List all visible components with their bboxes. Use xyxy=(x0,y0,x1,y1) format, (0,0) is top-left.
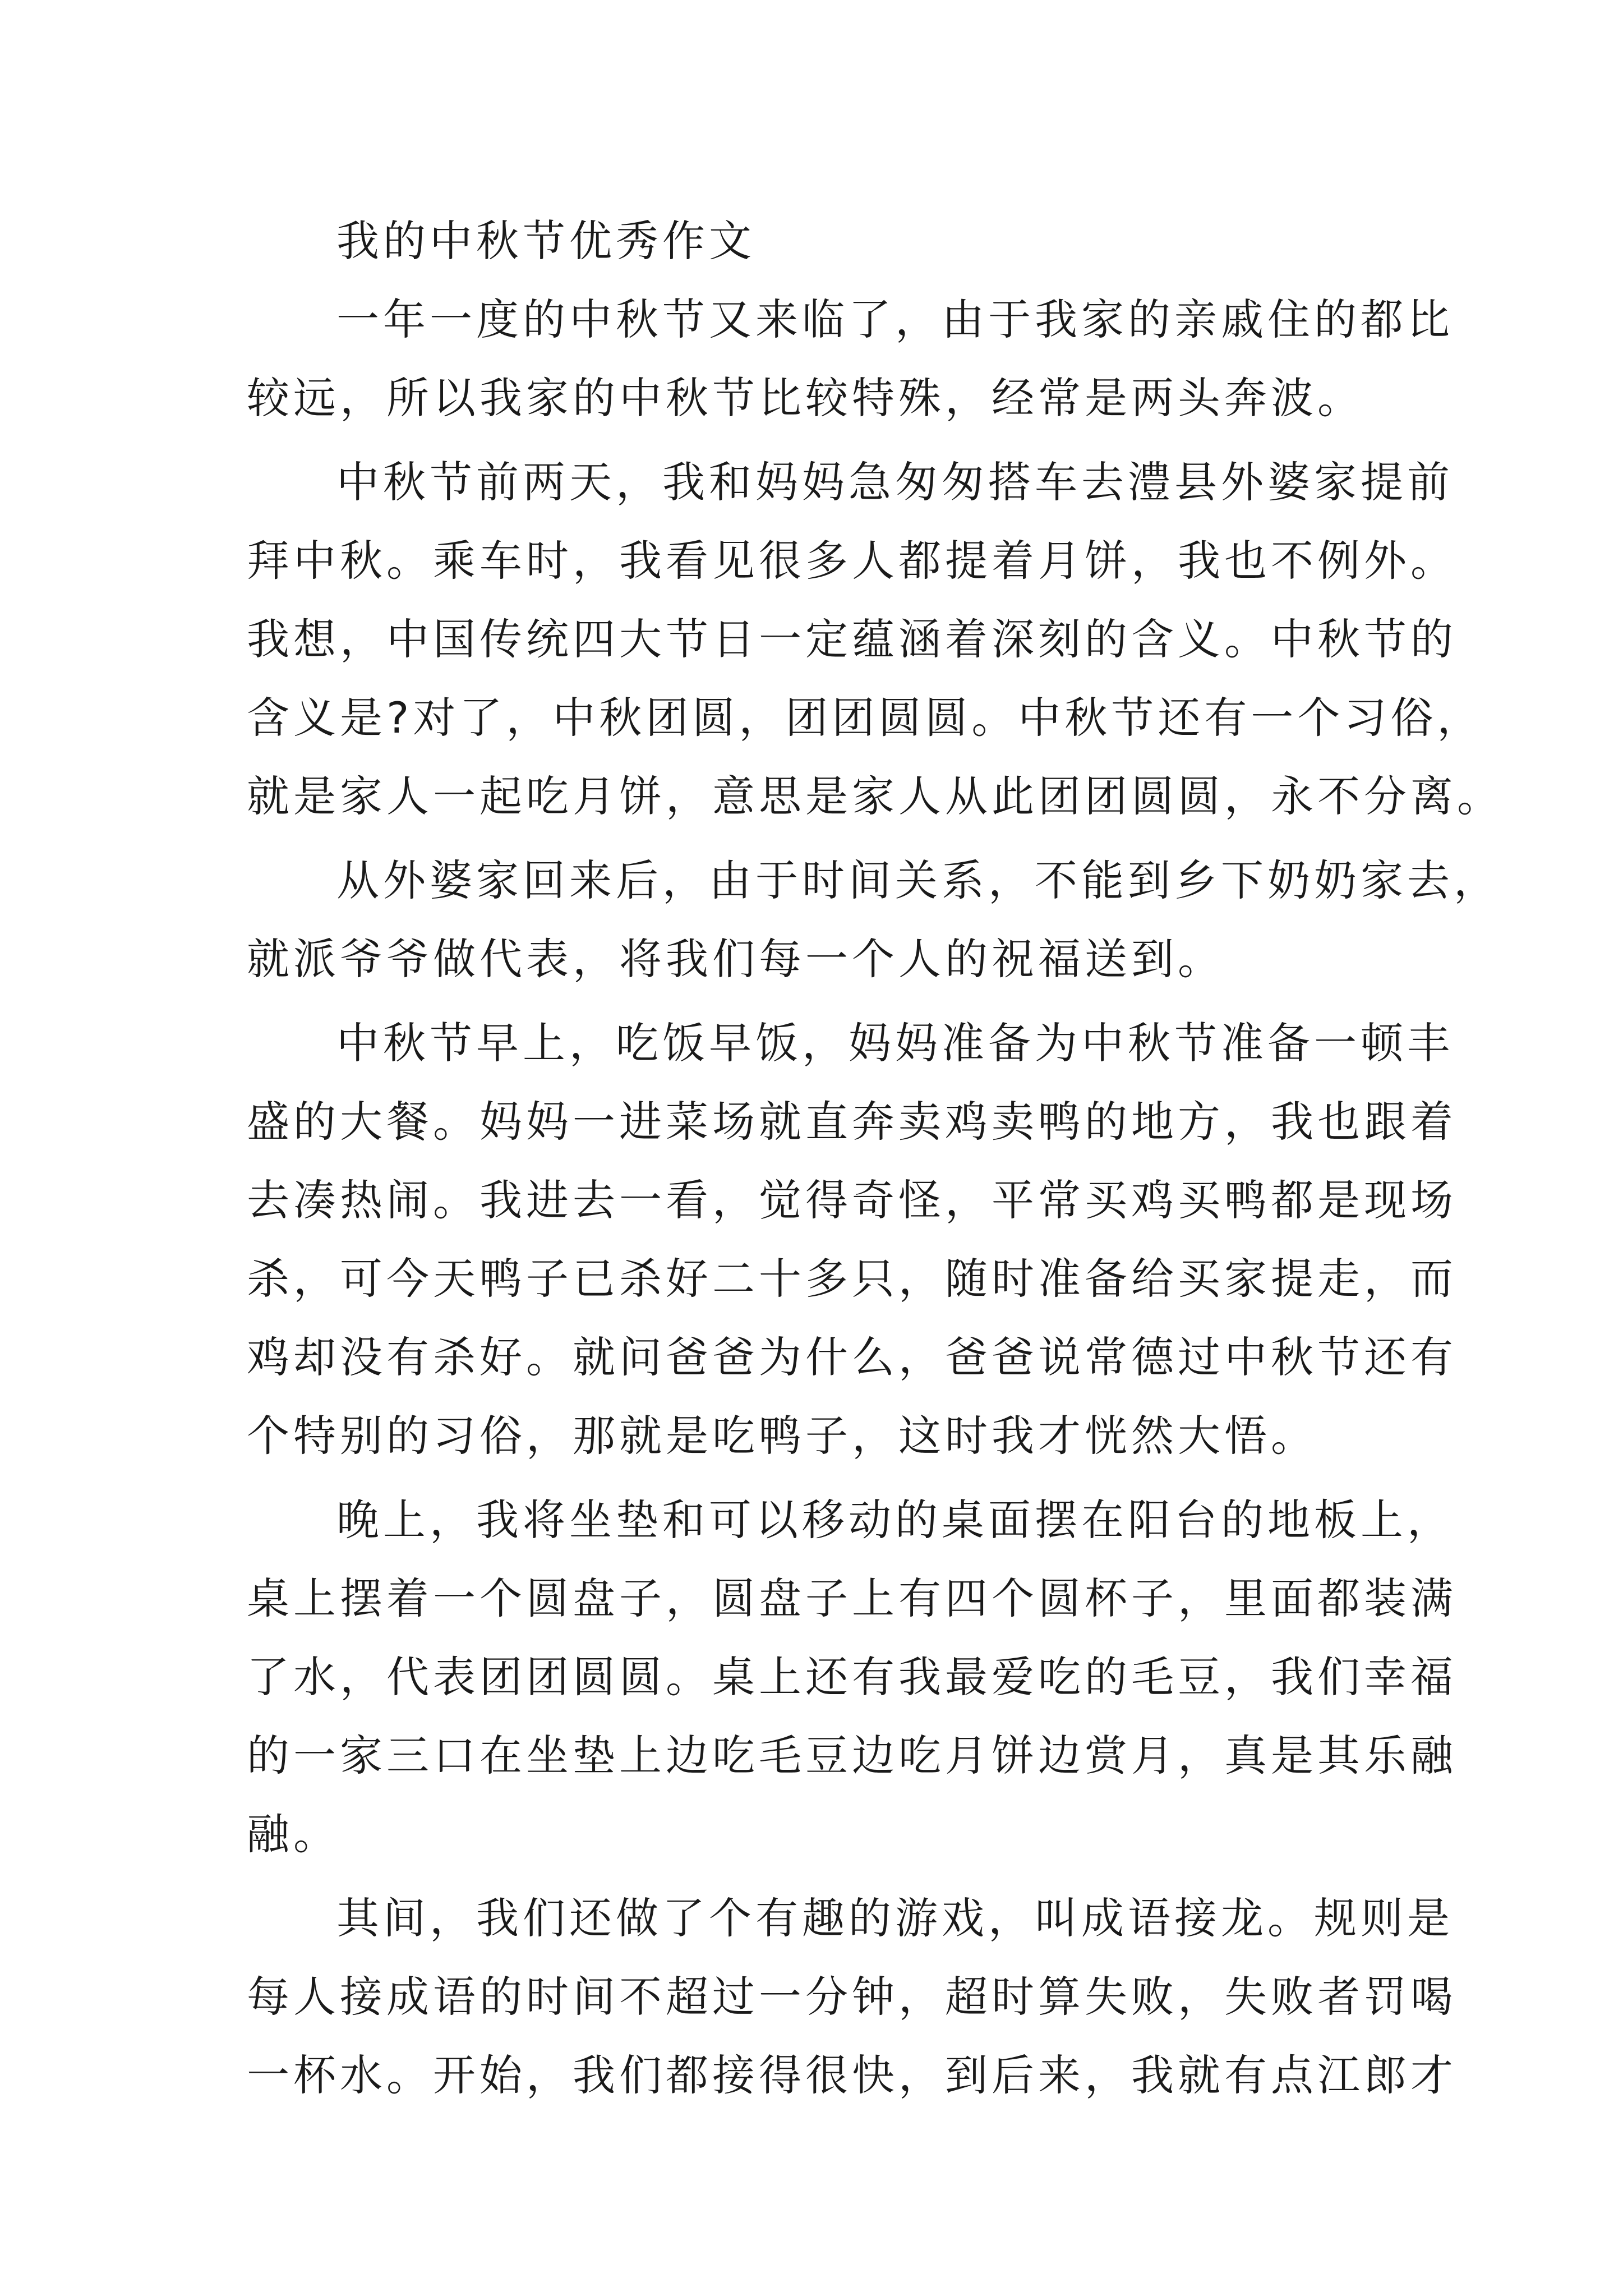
paragraph-line: 鸡却没有杀好。就问爸爸为什么，爸爸说常德过中秋节还有 xyxy=(247,1332,1457,1382)
paragraph-line: 晚上，我将坐垫和可以移动的桌面摆在阳台的地板上， xyxy=(336,1495,1454,1545)
paragraph-line: 拜中秋。乘车时，我看见很多人都提着月饼，我也不例外。 xyxy=(247,536,1457,586)
paragraph-line: 一杯水。开始，我们都接得很快，到后来，我就有点江郎才 xyxy=(247,2050,1457,2100)
paragraph-line: 含义是?对了，中秋团圆，团团圆圆。中秋节还有一个习俗， xyxy=(247,693,1484,743)
paragraph-line: 中秋节前两天，我和妈妈急匆匆搭车去澧县外婆家提前 xyxy=(336,457,1454,507)
paragraph-line: 了水，代表团团圆圆。桌上还有我最爱吃的毛豆，我们幸福 xyxy=(247,1652,1457,1702)
paragraph-line: 中秋节早上，吃饭早饭，妈妈准备为中秋节准备一顿丰 xyxy=(336,1018,1454,1068)
paragraph-line: 就派爷爷做代表，将我们每一个人的祝福送到。 xyxy=(247,934,1224,984)
paragraph-line: 较远，所以我家的中秋节比较特殊，经常是两头奔波。 xyxy=(247,373,1364,423)
paragraph-line: 去凑热闹。我进去一看，觉得奇怪，平常买鸡买鸭都是现场 xyxy=(247,1175,1457,1225)
essay-title: 我的中秋节优秀作文 xyxy=(336,216,755,266)
paragraph-line: 其间，我们还做了个有趣的游戏，叫成语接龙。规则是 xyxy=(336,1893,1454,1943)
paragraph-line: 的一家三口在坐垫上边吃毛豆边吃月饼边赏月，真是其乐融 xyxy=(247,1731,1457,1780)
paragraph-line: 个特别的习俗，那就是吃鸭子，这时我才恍然大悟。 xyxy=(247,1411,1317,1461)
paragraph-line: 桌上摆着一个圆盘子，圆盘子上有四个圆杯子，里面都装满 xyxy=(247,1573,1457,1623)
paragraph-line: 杀，可今天鸭子已杀好二十多只，随时准备给买家提走，而 xyxy=(247,1254,1457,1304)
paragraph-line: 就是家人一起吃月饼，意思是家人从此团团圆圆，永不分离。 xyxy=(247,771,1504,821)
paragraph-line: 我想，中国传统四大节日一定蕴涵着深刻的含义。中秋节的 xyxy=(247,614,1457,664)
paragraph-line: 融。 xyxy=(247,1809,340,1859)
paragraph-line: 盛的大餐。妈妈一进菜场就直奔卖鸡卖鸭的地方，我也跟着 xyxy=(247,1097,1457,1147)
paragraph-line: 每人接成语的时间不超过一分钟，超时算失败，失败者罚喝 xyxy=(247,1972,1457,2022)
paragraph-line: 一年一度的中秋节又来临了，由于我家的亲戚住的都比 xyxy=(336,295,1454,344)
paragraph-line: 从外婆家回来后，由于时间关系，不能到乡下奶奶家去， xyxy=(336,855,1500,905)
